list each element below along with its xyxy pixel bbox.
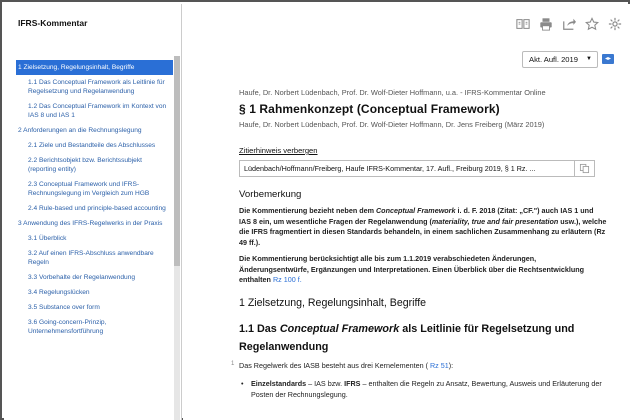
toc-item[interactable]: 1.1 Das Conceptual Framework als Leitlinie für Regelsetzung und Regelanwendung	[28, 79, 165, 95]
citation-row	[239, 160, 607, 177]
toc-item[interactable]: 3.1 Überblick	[28, 235, 67, 242]
toc-item[interactable]: 2.1 Ziele und Bestandteile des Abschlusses	[28, 142, 156, 149]
print-icon[interactable]	[538, 16, 553, 31]
rz-link[interactable]: Rz 51	[429, 360, 449, 370]
toc-sidebar	[4, 4, 182, 420]
toc-item[interactable]: 2.2 Berichtsobjekt bzw. Berichtssubjekt (reporting entity)	[28, 157, 142, 173]
toc-item[interactable]: 2.4 Rule-based und principle-based accounting	[28, 205, 166, 212]
sidebar-scrollbar[interactable]	[174, 56, 180, 420]
document-pane	[183, 4, 630, 420]
toc-item[interactable]: 2 Anforderungen an die Rechnungslegung	[18, 127, 142, 134]
edition-select[interactable]	[522, 51, 598, 68]
subsection-heading: 1.1 Das Conceptual Framework als Leitlinie für Regelsetzung und Regelanwendung	[239, 322, 575, 353]
edition-compare-icon[interactable]: ◂▸	[602, 54, 614, 64]
settings-icon[interactable]	[607, 16, 622, 31]
list-item: • Einzelstandards – IAS bzw. IFRS – enthalten die Regeln zu Ansatz, Bewertung, Ausweis und Erläuterung der Posten der Rechnungslegung.	[239, 378, 607, 400]
preface-paragraph-1: Die Kommentierung bezieht neben dem Conceptual Framework i. d. F. 2018 (Zitat: „CF.") auch IAS 1 und IAS 8 ein, um wesentliche Fragen der Regelanwendung (materiality, true and fair presentation usw.), welche die IFRS fragmentiert in diesen Standards behandeln, in einem sachlichen Zusammenhang zu erläutern (Rz 49 ff.).	[239, 206, 607, 247]
authors-line-2: Haufe, Dr. Norbert Lüdenbach, Prof. Dr. Wolf-Dieter Hoffmann, Dr. Jens Freiberg (März 2019)	[239, 120, 545, 129]
section-heading: 1 Zielsetzung, Regelungsinhalt, Begriffe	[239, 296, 427, 309]
toc-list	[16, 60, 173, 339]
toc-item[interactable]: 3.6 Going-concern-Prinzip, Unternehmensfortführung	[28, 319, 107, 335]
toc-item[interactable]: 3 Anwendung des IFRS-Regelwerks in der Praxis	[18, 220, 163, 227]
body-paragraph: 1 Das Regelwerk des IASB besteht aus drei Kernelementen ( Rz 51):	[231, 360, 454, 370]
toc-item[interactable]: 1.2 Das Conceptual Framework im Kontext von IAS 8 und IAS 1	[28, 103, 167, 119]
page-title: § 1 Rahmenkonzept (Conceptual Framework)	[239, 102, 500, 116]
chevron-down-icon: ▼	[586, 56, 592, 62]
margin-number: 1	[231, 360, 235, 367]
authors-line: Haufe, Dr. Norbert Lüdenbach, Prof. Dr. Wolf-Dieter Hoffmann, u.a. - IFRS-Kommentar Online	[239, 88, 546, 97]
toc-item[interactable]: 3.3 Vorbehalte der Regelanwendung	[28, 274, 136, 281]
toc-item[interactable]: 3.2 Auf einen IFRS-Abschluss anwendbare Regeln	[28, 250, 154, 266]
sidebar-scroll-thumb[interactable]	[174, 56, 180, 266]
toolbar	[515, 16, 622, 32]
document-content	[231, 88, 607, 400]
toc-item[interactable]: 3.5 Substance over form	[28, 304, 100, 311]
preface-paragraph-2: Die Kommentierung berücksichtigt alle bis zum 1.1.2019 verabschiedeten Änderungen, Änderungsentwürfe, Ergänzungen und Interpretationen. Einen Überblick über die Rechtsentwicklung enthalten Rz 100 f.	[239, 254, 585, 284]
toc-item[interactable]: 3.4 Regelungslücken	[28, 289, 90, 296]
toc-item[interactable]: 2.3 Conceptual Framework und IFRS-Rechnungslegung im Vergleich zum HGB	[28, 181, 150, 197]
sidebar-title: IFRS-Kommentar	[18, 18, 88, 28]
copy-icon[interactable]	[575, 160, 595, 177]
share-icon[interactable]	[561, 16, 576, 31]
toc-item[interactable]: 1 Zielsetzung, Regelungsinhalt, Begriffe	[16, 60, 173, 75]
hide-citation-link[interactable]: Zitierhinweis verbergen	[239, 146, 318, 155]
rz-link[interactable]: Rz 100 f.	[272, 275, 302, 284]
citation-field[interactable]: Lüdenbach/Hoffmann/Freiberg, Haufe IFRS-Kommentar, 17. Aufl., Freiburg 2019, § 1 Rz. ...	[239, 160, 575, 177]
star-icon[interactable]	[584, 16, 599, 31]
book-icon[interactable]	[515, 16, 530, 31]
preface-heading: Vorbemerkung	[239, 189, 302, 200]
edition-label: Akt. Aufl. 2019	[529, 55, 578, 64]
